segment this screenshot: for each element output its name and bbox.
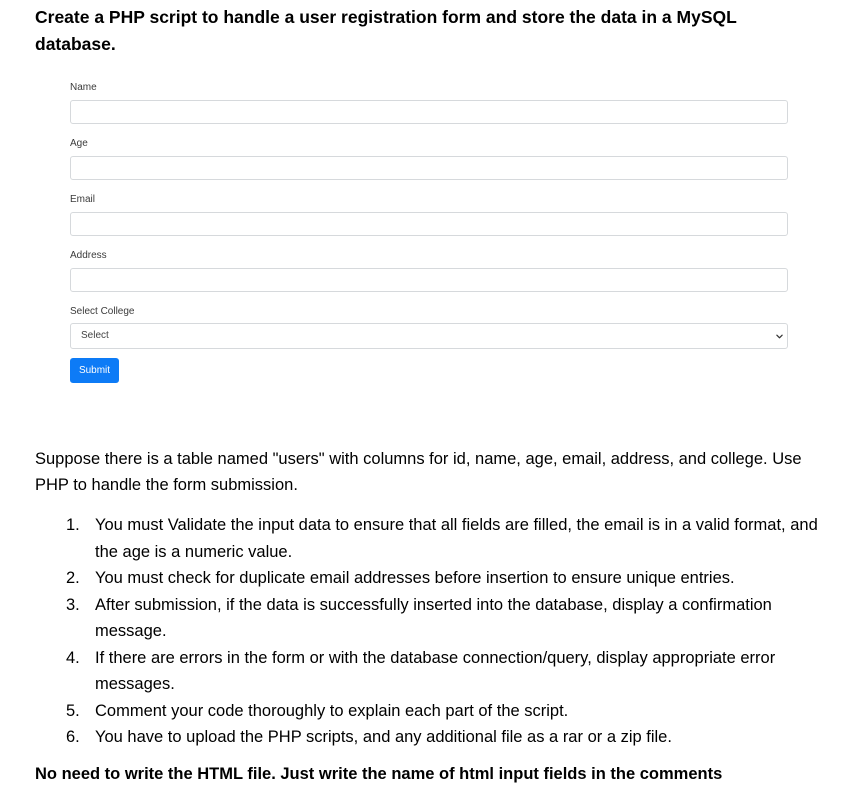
assignment-heading: Create a PHP script to handle a user registration form and store the data in a MySQL database. <box>35 7 737 54</box>
list-item-number: 1. <box>66 516 80 534</box>
list-item-text: You have to upload the PHP scripts, and any additional file as a rar or a zip file. <box>95 728 672 746</box>
list-item <box>66 512 835 565</box>
name-label: Name <box>70 82 97 93</box>
list-item-number: 5. <box>66 701 80 720</box>
chevron-down-icon <box>776 333 783 340</box>
list-item <box>66 645 835 698</box>
age-label: Age <box>70 138 88 149</box>
list-item <box>66 698 835 725</box>
list-item-text: After submission, if the data is successfully inserted into the database, display a confirmation message. <box>95 595 772 640</box>
list-item-text: If there are errors in the form or with the database connection/query, display appropriate error messages. <box>95 648 776 693</box>
college-label: Select College <box>70 306 135 317</box>
address-label: Address <box>70 250 107 261</box>
list-item-number: 2. <box>66 569 80 587</box>
list-item-number: 6. <box>66 728 80 746</box>
footer-note: No need to write the HTML file. Just write the name of html input fields in the comments <box>35 765 723 783</box>
list-item-text: You must check for duplicate email addresses before insertion to ensure unique entries. <box>95 569 735 587</box>
age-input[interactable] <box>70 156 788 180</box>
list-item <box>66 565 835 592</box>
list-item-number: 4. <box>66 648 80 667</box>
email-input[interactable] <box>70 212 788 236</box>
college-select[interactable] <box>70 323 788 349</box>
requirements-list <box>66 512 835 751</box>
list-item-number: 3. <box>66 595 80 614</box>
list-item <box>66 724 835 751</box>
submit-button[interactable]: Submit <box>70 358 119 383</box>
list-item-text: You must Validate the input data to ensure that all fields are filled, the email is in a valid format, and the age is a numeric value. <box>95 516 818 561</box>
list-item-text: Comment your code thoroughly to explain each part of the script. <box>95 701 569 720</box>
name-input[interactable] <box>70 100 788 124</box>
address-input[interactable] <box>70 268 788 292</box>
list-item <box>66 592 835 645</box>
college-select-value: Select <box>81 330 109 341</box>
intro-paragraph: Suppose there is a table named "users" with columns for id, name, age, email, address, and college. Use PHP to handle the form submission. <box>35 450 802 494</box>
email-label: Email <box>70 194 96 205</box>
